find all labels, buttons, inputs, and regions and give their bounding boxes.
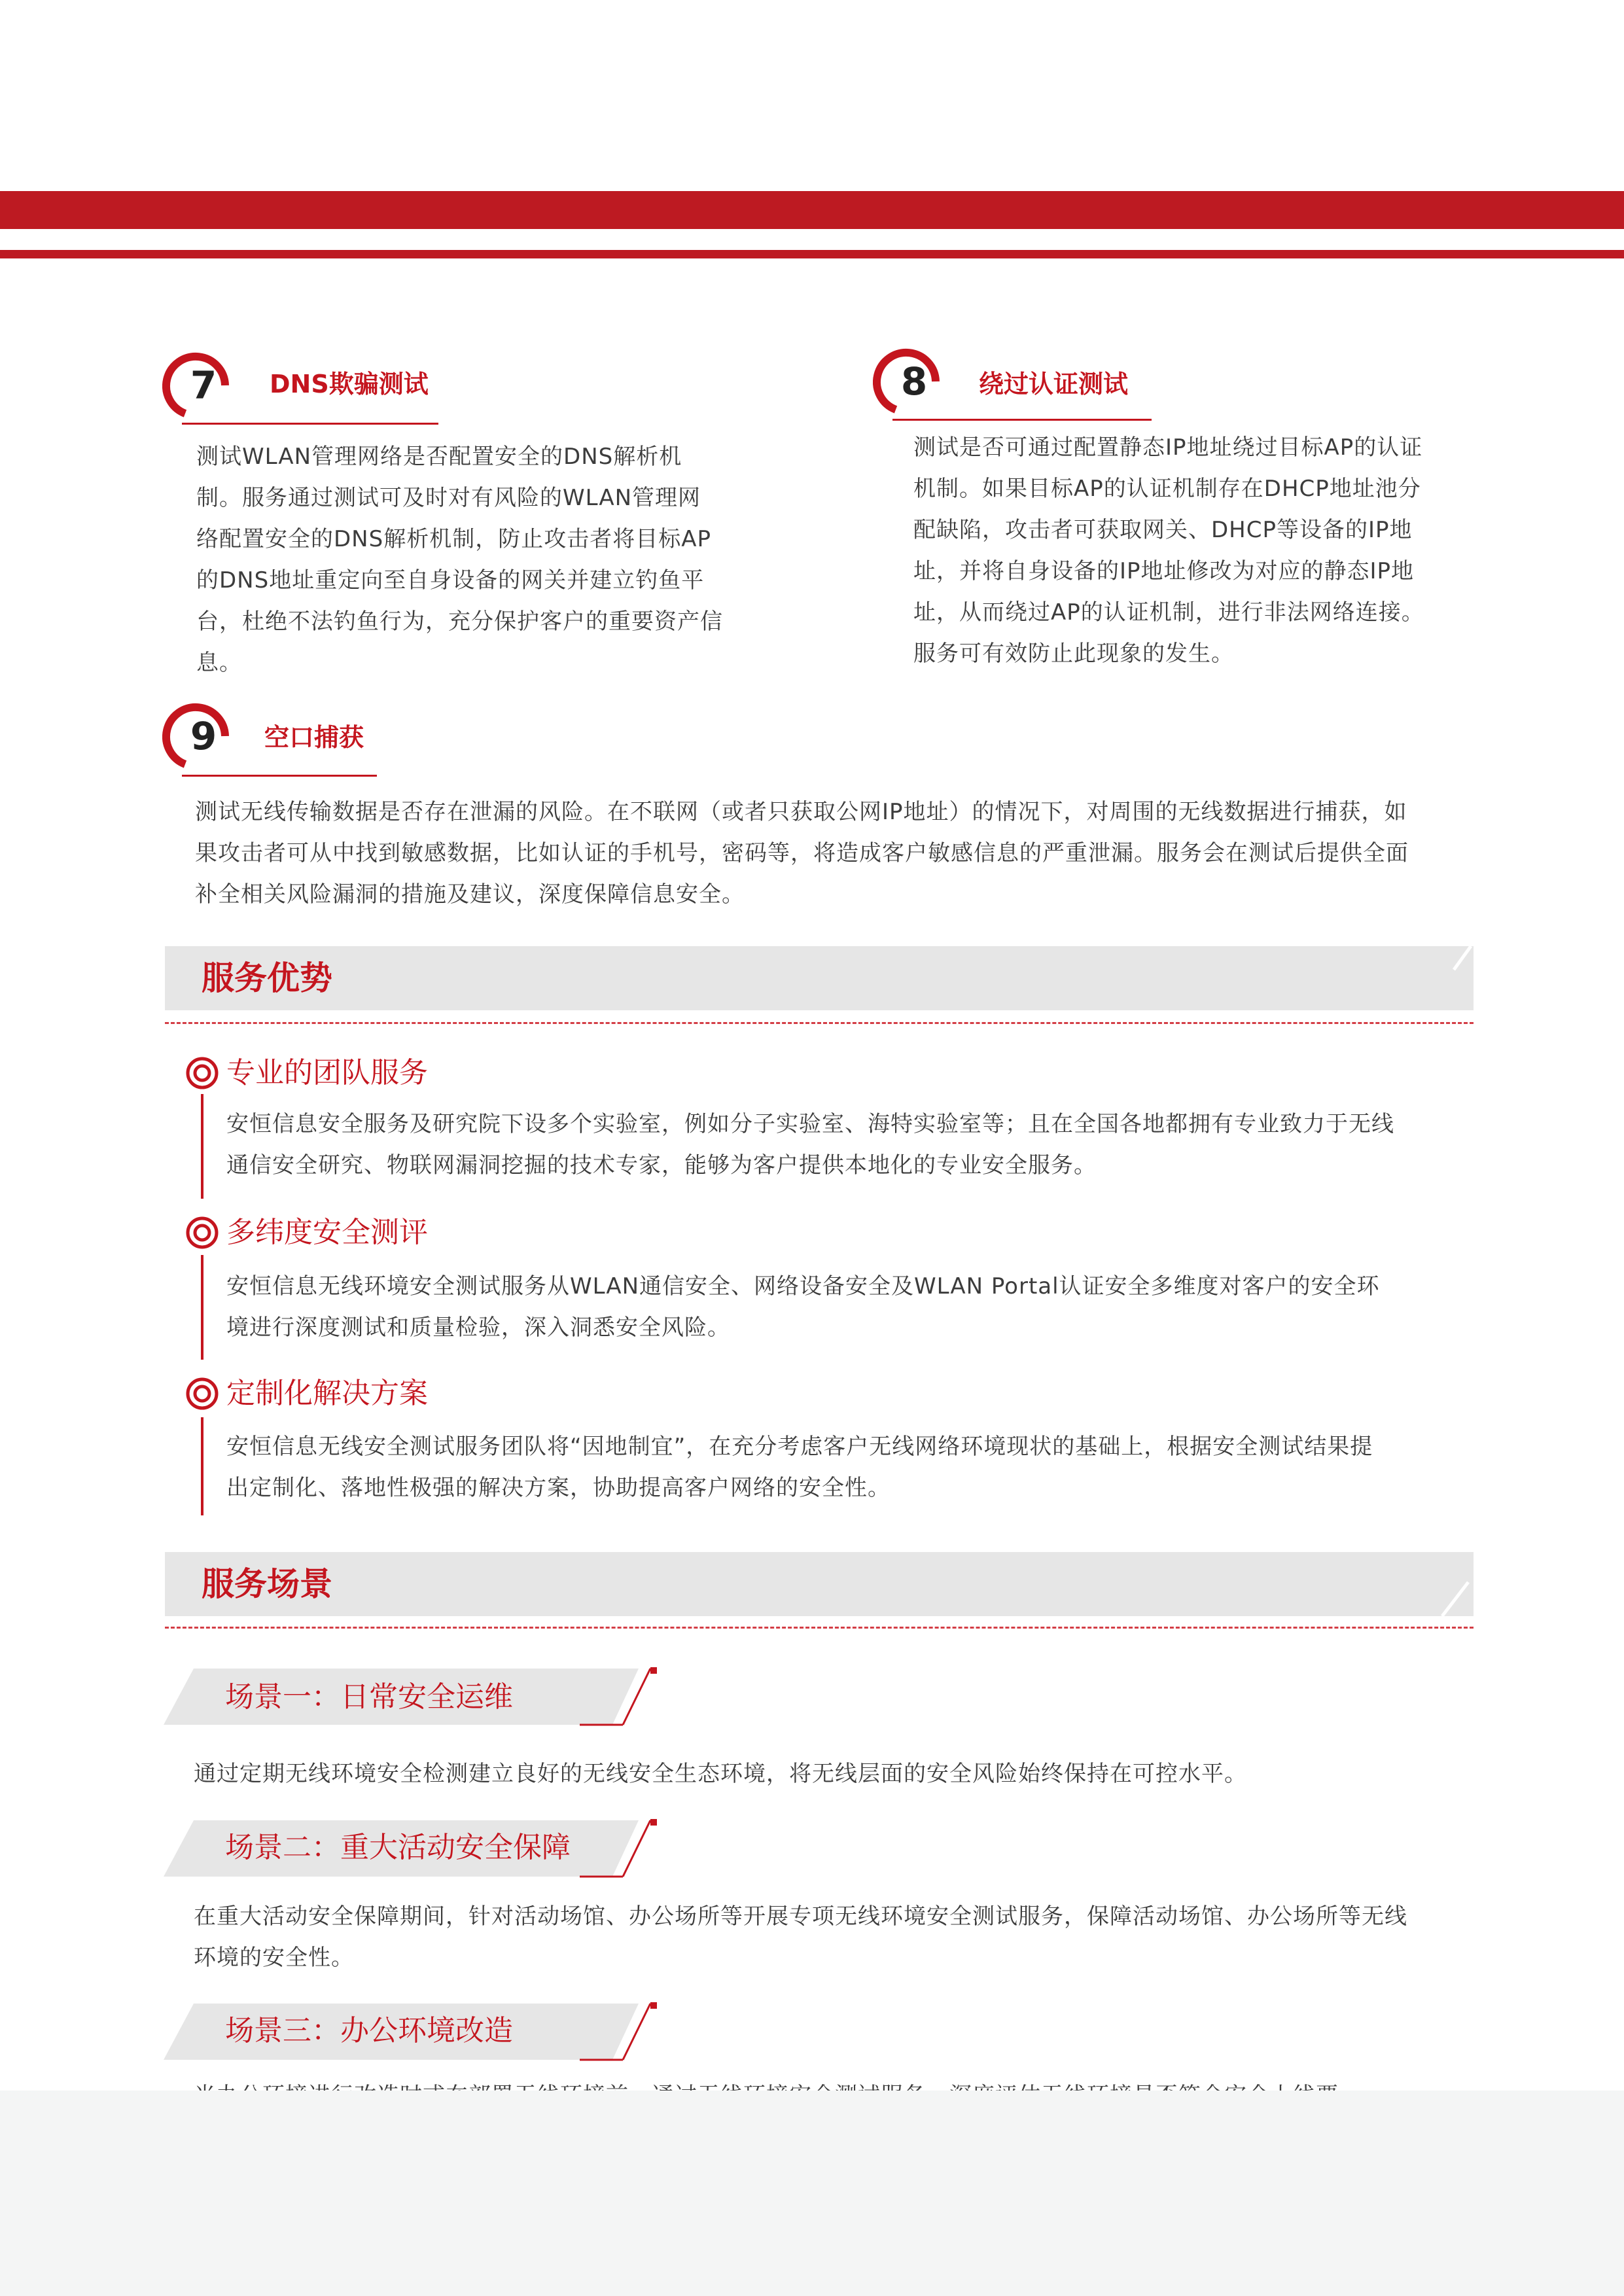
advantage-description bbox=[226, 1104, 1476, 1186]
text-line: 配缺陷，攻击者可获取网关、DHCP等设备的IP地 bbox=[913, 517, 1413, 543]
section-divider bbox=[165, 1627, 1474, 1629]
text-line: 在重大活动安全保障期间，针对活动场馆、办公场所等开展专项无线环境安全测试服务，保障活动场馆、办公场所等无线 bbox=[194, 1903, 1407, 1930]
corner-slash-decoration bbox=[1428, 946, 1474, 1010]
scenario-label: 场景三：办公环境改造 bbox=[225, 2014, 513, 2047]
text-line: 络配置安全的DNS解析机制，防止攻击者将目标AP bbox=[196, 526, 711, 552]
advantage-title: 专业的团队服务 bbox=[226, 1056, 428, 1089]
item-description bbox=[195, 792, 1477, 915]
item-title-auth-bypass: 绕过认证测试 bbox=[979, 370, 1129, 398]
corner-slash-decoration bbox=[1428, 1552, 1474, 1616]
item-number: 7 bbox=[190, 363, 217, 408]
text-line: 境进行深度测试和质量检验，深入洞悉安全风险。 bbox=[226, 1315, 730, 1341]
text-line: 安恒信息无线安全测试服务团队将“因地制宜”，在充分考虑客户无线网络环境现状的基础上，根据安全测试结果提 bbox=[226, 1434, 1373, 1460]
text-line: 果攻击者可从中找到敏感数据，比如认证的手机号，密码等，将造成客户敏感信息的严重泄漏。服务会在测试后提供全面 bbox=[195, 840, 1409, 866]
text-line: 安恒信息无线环境安全测试服务从WLAN通信安全、网络设备安全及WLAN Portal认证安全多维度对客户的安全环 bbox=[226, 1273, 1380, 1299]
text-line: 制。服务通过测试可及时对有风险的WLAN管理网 bbox=[196, 485, 701, 511]
item-description bbox=[196, 436, 772, 684]
text-line: 补全相关风险漏洞的措施及建议，深度保障信息安全。 bbox=[195, 881, 745, 908]
item-number: 8 bbox=[900, 359, 928, 404]
text-line: 通信安全研究、物联网漏洞挖掘的技术专家，能够为客户提供本地化的专业安全服务。 bbox=[226, 1152, 1097, 1178]
page-footer-panel bbox=[0, 2091, 1624, 2296]
section-header-scenarios bbox=[165, 1552, 1474, 1616]
text-line: 安恒信息安全服务及研究院下设多个实验室，例如分子实验室、海特实验室等；且在全国各地都拥有专业致力于无线 bbox=[226, 1111, 1394, 1137]
advantage-description bbox=[226, 1426, 1476, 1509]
item-title-air-capture: 空口捕获 bbox=[264, 723, 364, 752]
target-circle-icon bbox=[185, 1377, 219, 1411]
advantage-accent-line bbox=[201, 1094, 203, 1199]
text-line: 测试WLAN管理网络是否配置安全的DNS解析机 bbox=[196, 444, 682, 470]
target-circle-icon bbox=[185, 1216, 219, 1250]
text-line: 台，杜绝不法钓鱼行为，充分保护客户的重要资产信 bbox=[196, 609, 723, 635]
text-line: 址，并将自身设备的IP地址修改为对应的静态IP地 bbox=[913, 558, 1415, 584]
advantage-title: 定制化解决方案 bbox=[226, 1377, 428, 1410]
text-line: 出定制化、落地性极强的解决方案，协助提高客户网络的安全性。 bbox=[226, 1475, 891, 1501]
item-title-underline bbox=[182, 423, 438, 425]
header-bar-thin bbox=[0, 250, 1624, 258]
text-line: 机制。如果目标AP的认证机制存在DHCP地址池分 bbox=[913, 476, 1421, 502]
advantage-accent-line bbox=[201, 1417, 203, 1515]
text-line: 环境的安全性。 bbox=[194, 1945, 354, 1971]
advantage-description bbox=[226, 1266, 1476, 1349]
text-line: 的DNS地址重定向至自身设备的网关并建立钓鱼平 bbox=[196, 567, 705, 593]
text-line: 测试无线传输数据是否存在泄漏的风险。在不联网（或者只获取公网IP地址）的情况下，对周围的无线数据进行捕获，如 bbox=[195, 799, 1407, 825]
advantage-accent-line bbox=[201, 1255, 203, 1360]
text-line: 测试是否可通过配置静态IP地址绕过目标AP的认证 bbox=[913, 434, 1423, 461]
item-title-dns-spoofing: DNS欺骗测试 bbox=[270, 370, 429, 398]
scenario-description bbox=[194, 1754, 1476, 1795]
section-header-advantages bbox=[165, 946, 1474, 1010]
header-bar-thick bbox=[0, 191, 1624, 229]
item-number: 9 bbox=[190, 714, 217, 758]
text-line: 址，从而绕过AP的认证机制，进行非法网络连接。 bbox=[913, 599, 1424, 626]
item-title-underline bbox=[892, 419, 1152, 421]
target-circle-icon bbox=[185, 1056, 219, 1090]
item-description bbox=[913, 427, 1489, 675]
section-divider bbox=[165, 1022, 1474, 1024]
scenario-label: 场景一：日常安全运维 bbox=[225, 1680, 513, 1714]
section-title: 服务场景 bbox=[202, 1565, 332, 1603]
scenario-label: 场景二：重大活动安全保障 bbox=[225, 1831, 571, 1864]
item-title-underline bbox=[182, 775, 377, 777]
text-line: 通过定期无线环境安全检测建立良好的无线安全生态环境，将无线层面的安全风险始终保持在可控水平。 bbox=[194, 1761, 1247, 1787]
advantage-title: 多纬度安全测评 bbox=[226, 1216, 428, 1249]
section-title: 服务优势 bbox=[202, 959, 332, 997]
scenario-description bbox=[194, 1896, 1476, 1979]
text-line: 息。 bbox=[196, 650, 242, 676]
text-line: 服务可有效防止此现象的发生。 bbox=[913, 641, 1234, 667]
